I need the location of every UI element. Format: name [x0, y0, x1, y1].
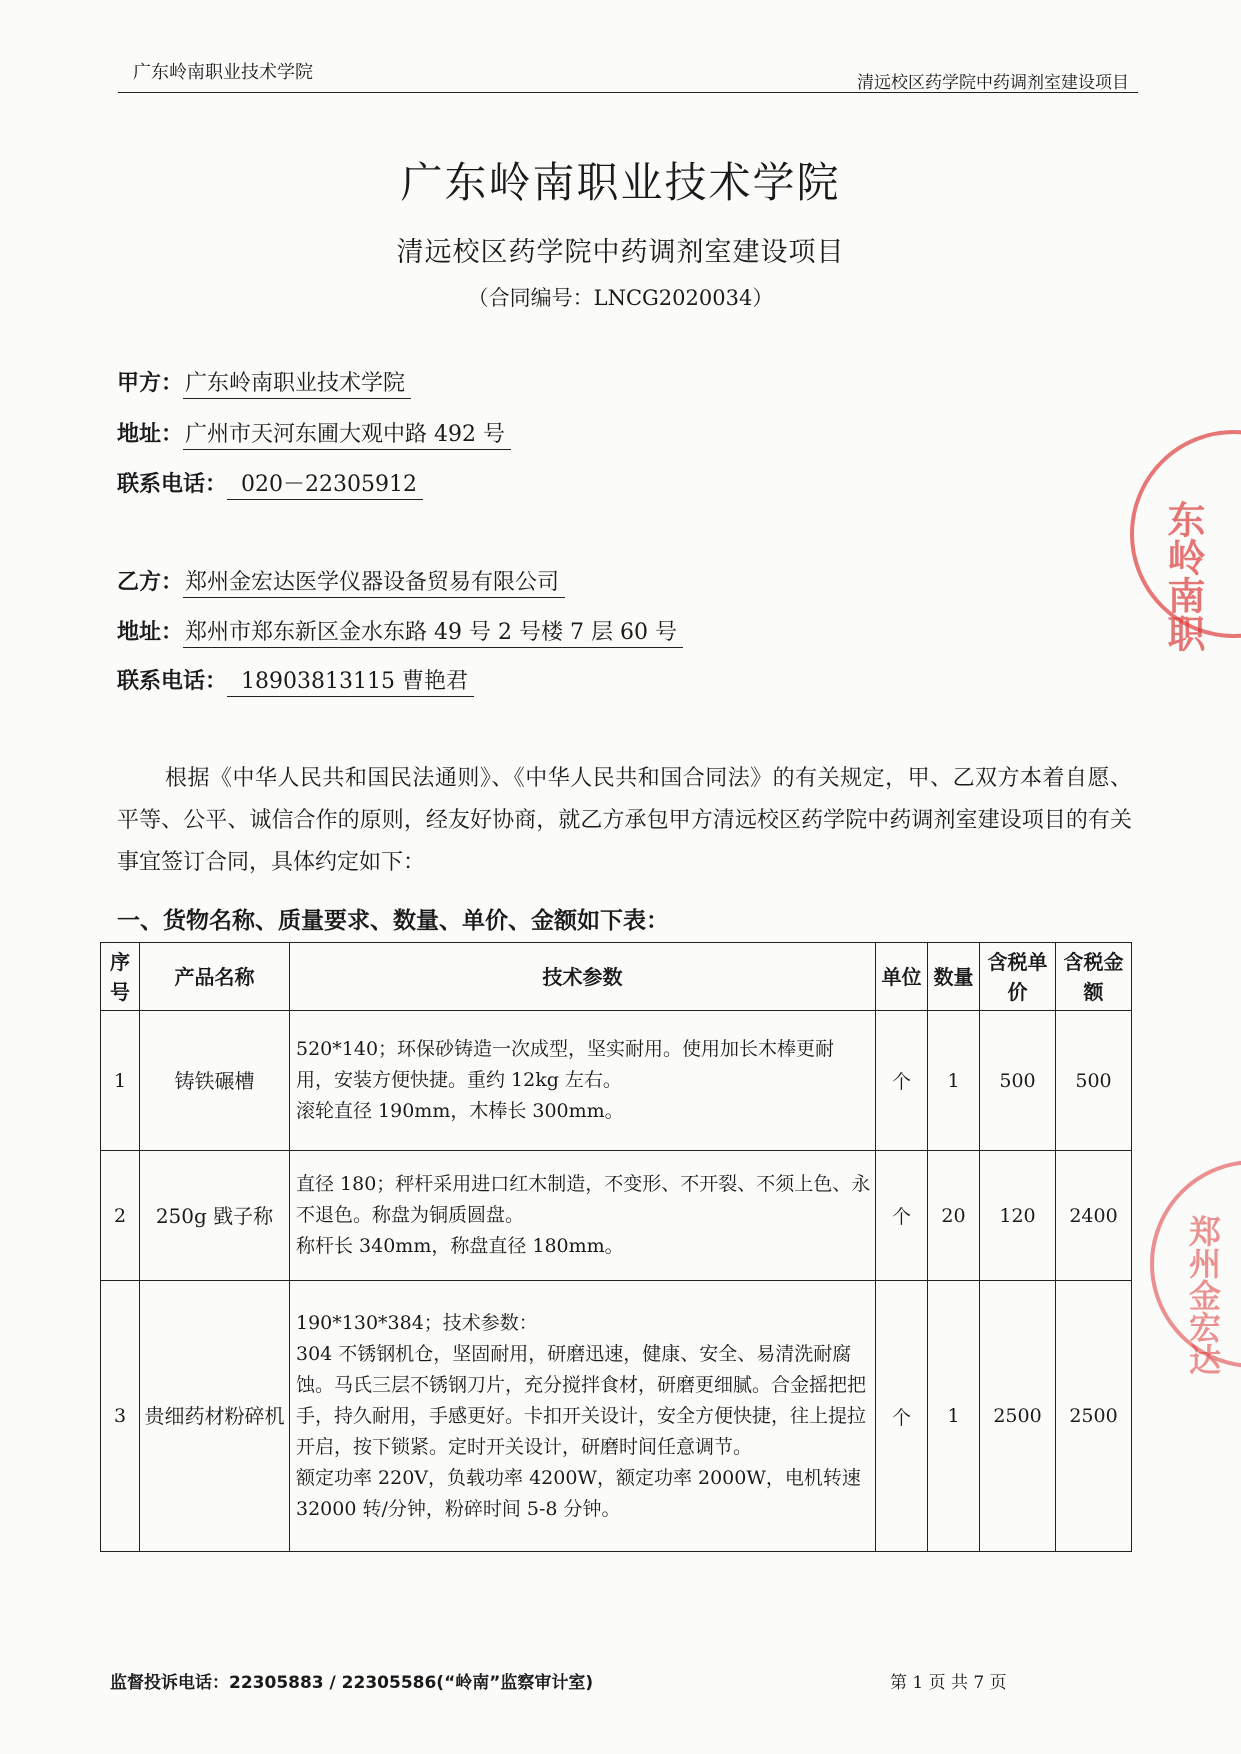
header-qty: 数量 — [928, 943, 980, 1011]
running-header-left: 广东岭南职业技术学院 — [133, 62, 313, 83]
row-qty: 20 — [928, 1151, 980, 1281]
party-b-address-row — [117, 615, 683, 646]
party-a-name-row — [117, 366, 411, 397]
party-b-phone-row — [117, 664, 474, 695]
section-heading: 一、货物名称、质量要求、数量、单价、金额如下表： — [117, 908, 669, 934]
row-amount: 500 — [1056, 1011, 1132, 1151]
table-header-row — [101, 943, 1132, 1011]
goods-table — [100, 942, 1132, 1552]
header-amount: 含税金额 — [1056, 943, 1132, 1011]
row-unit: 个 — [876, 1281, 928, 1552]
row-unit: 个 — [876, 1151, 928, 1281]
party-b-address-label: 地址： — [117, 620, 184, 645]
footer-page-number: 第 1 页 共 7 页 — [890, 1673, 1007, 1693]
contract-number: （合同编号：LNCG2020034） — [467, 286, 774, 310]
header-spec: 技术参数 — [290, 943, 876, 1011]
row-spec — [290, 1281, 876, 1552]
table-row — [101, 1281, 1132, 1552]
header-price: 含税单价 — [980, 943, 1056, 1011]
spec-line: 直径 180；秤杆采用进口红木制造，不变形、不开裂、不须上色、永不退色。称盘为铜质圆盘。 — [296, 1173, 871, 1226]
seal-text-top: 东岭南职 — [1161, 500, 1205, 652]
document-subtitle: 清远校区药学院中药调剂室建设项目 — [396, 237, 845, 268]
spec-line: 滚轮直径 190mm，木棒长 300mm。 — [296, 1100, 624, 1122]
spec-line: 304 不锈钢机仓，坚固耐用，研磨迅速，健康、安全、易清洗耐腐蚀。马氏三层不锈钢刀片，充分搅拌食材，研磨更细腻。合金摇把把手，持久耐用，手感更好。卡扣开关设计，安全方便快捷，往上提拉开启，按下锁紧。定时开关设计，研磨时间任意调节。 — [296, 1342, 867, 1458]
footer-complaint: 监督投诉电话：22305883 / 22305586(“岭南”监察审计室) — [110, 1673, 594, 1693]
party-b-label: 乙方： — [117, 570, 184, 595]
row-no: 1 — [101, 1011, 140, 1151]
running-header-right: 清远校区药学院中药调剂室建设项目 — [857, 73, 1129, 93]
header-unit: 单位 — [876, 943, 928, 1011]
party-b-phone-label: 联系电话： — [117, 669, 228, 694]
party-a-phone: 020－22305912 — [227, 472, 423, 500]
spec-line: 190*130*384；技术参数： — [296, 1311, 538, 1334]
party-a-phone-row — [117, 467, 423, 498]
spec-line: 额定功率 220V，负载功率 4200W，额定功率 2000W，电机转速 32000 转/分钟，粉碎时间 5-8 分钟。 — [296, 1466, 861, 1520]
party-b-address: 郑州市郑东新区金水东路 49 号 2 号楼 7 层 60 号 — [183, 620, 683, 648]
document-title: 广东岭南职业技术学院 — [400, 158, 841, 207]
party-b-name-row — [117, 565, 565, 596]
party-b-name: 郑州金宏达医学仪器设备贸易有限公司 — [183, 570, 565, 598]
row-amount: 2500 — [1056, 1281, 1132, 1552]
row-product-name: 250g 戥子称 — [140, 1151, 290, 1281]
table-row — [101, 1151, 1132, 1281]
party-a-address-row — [117, 417, 511, 448]
row-amount: 2400 — [1056, 1151, 1132, 1281]
row-price: 120 — [980, 1151, 1056, 1281]
seal-text-bottom: 郑州金宏达 — [1184, 1215, 1222, 1375]
row-product-name: 铸铁碾槽 — [140, 1011, 290, 1151]
row-spec — [290, 1011, 876, 1151]
row-spec — [290, 1151, 876, 1281]
party-a-label: 甲方： — [117, 371, 184, 396]
row-qty: 1 — [928, 1011, 980, 1151]
row-unit: 个 — [876, 1011, 928, 1151]
party-a-name: 广东岭南职业技术学院 — [183, 371, 411, 399]
intro-paragraph: 根据《中华人民共和国民法通则》、《中华人民共和国合同法》的有关规定，甲、乙双方本着自愿、平等、公平、诚信合作的原则，经友好协商，就乙方承包甲方清远校区药学院中药调剂室建设项目的有关事宜签订合同，具体约定如下： — [117, 766, 1132, 875]
party-b-phone: 18903813115 曹艳君 — [227, 669, 474, 697]
row-price: 2500 — [980, 1281, 1056, 1552]
row-no: 2 — [101, 1151, 140, 1281]
row-no: 3 — [101, 1281, 140, 1552]
table-row — [101, 1011, 1132, 1151]
row-price: 500 — [980, 1011, 1056, 1151]
header-name: 产品名称 — [140, 943, 290, 1011]
party-a-address: 广州市天河东圃大观中路 492 号 — [183, 422, 511, 450]
spec-line: 520*140；环保砂铸造一次成型，坚实耐用。使用加长木棒更耐用，安装方便快捷。重约 12kg 左右。 — [296, 1038, 835, 1091]
header-rule — [118, 92, 1138, 93]
party-a-phone-label: 联系电话： — [117, 472, 228, 497]
row-product-name: 贵细药材粉碎机 — [140, 1281, 290, 1552]
row-qty: 1 — [928, 1281, 980, 1552]
header-no: 序号 — [101, 943, 140, 1011]
spec-line: 称杆长 340mm，称盘直径 180mm。 — [296, 1235, 624, 1257]
party-a-address-label: 地址： — [117, 422, 184, 447]
